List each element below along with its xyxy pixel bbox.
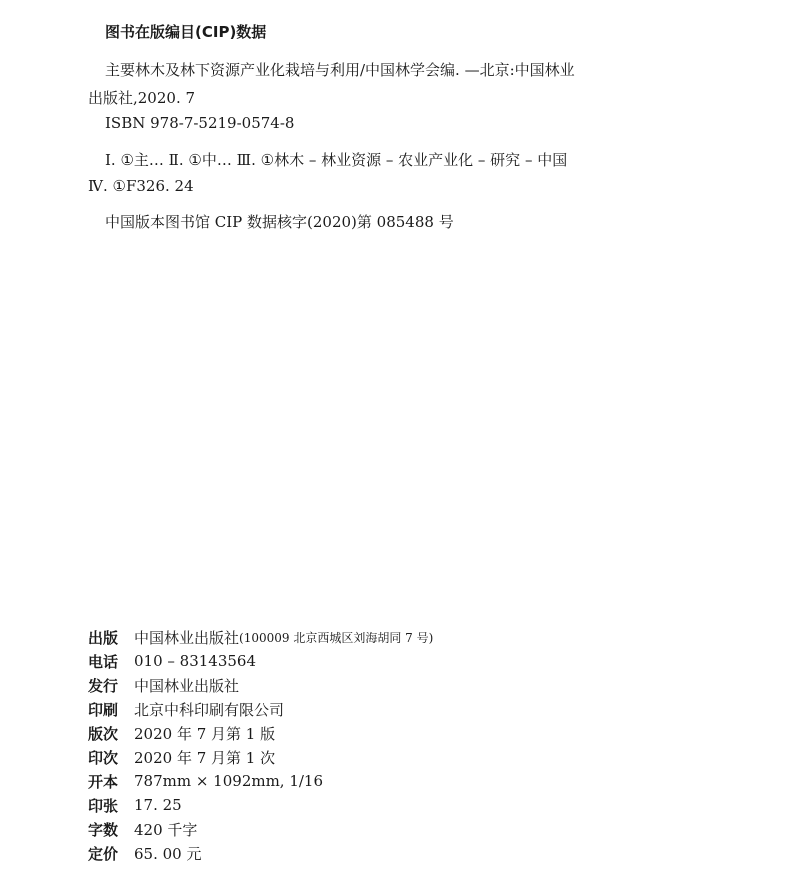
cip-title: 图书在版编目(CIP)数据 xyxy=(105,23,267,41)
colophon-label-word-count: 字数 xyxy=(88,820,119,839)
colophon-value-printer: 北京中科印刷有限公司 xyxy=(134,700,285,719)
cip-classification-line-1: Ⅰ. ①主… Ⅱ. ①中… Ⅲ. ①林木 – 林业资源 – 农业产业化 – 研究 – 中国 xyxy=(105,151,568,169)
colophon-label-printing: 印次 xyxy=(88,748,119,767)
colophon-label-price: 定价 xyxy=(88,844,119,863)
colophon-row-price xyxy=(88,841,688,865)
colophon-value-price: 65. 00 元 xyxy=(134,844,202,863)
colophon-value-publisher-address: (100009 北京西城区刘海胡同 7 号) xyxy=(239,630,434,645)
colophon-label-publisher: 出版 xyxy=(88,628,119,647)
cip-data-block xyxy=(0,0,801,240)
colophon-label-printer: 印刷 xyxy=(88,700,119,719)
colophon-value-edition: 2020 年 7 月第 1 版 xyxy=(134,724,276,743)
colophon-row-publisher xyxy=(88,625,688,649)
colophon-label-distributor: 发行 xyxy=(88,676,119,695)
colophon-row-printing xyxy=(88,745,688,769)
colophon-value-format: 787mm × 1092mm, 1/16 xyxy=(134,772,324,790)
cip-isbn: ISBN 978-7-5219-0574-8 xyxy=(105,114,295,132)
colophon-row-printer xyxy=(88,697,688,721)
colophon xyxy=(88,625,688,865)
colophon-value-distributor: 中国林业出版社 xyxy=(134,676,240,695)
colophon-row-format xyxy=(88,769,688,793)
colophon-value-printing: 2020 年 7 月第 1 次 xyxy=(134,748,276,767)
colophon-label-sheets: 印张 xyxy=(88,796,119,815)
colophon-value-publisher-name: 中国林业出版社 xyxy=(134,628,240,647)
colophon-row-distributor xyxy=(88,673,688,697)
cip-entry-line-1: 主要林木及林下资源产业化栽培与利用/中国林学会编. —北京:中国林业 xyxy=(105,61,575,79)
colophon-value-phone: 010 – 83143564 xyxy=(134,652,257,670)
colophon-value-sheets: 17. 25 xyxy=(134,796,182,814)
colophon-label-phone: 电话 xyxy=(88,652,119,671)
colophon-row-word-count xyxy=(88,817,688,841)
cip-library-record: 中国版本图书馆 CIP 数据核字(2020)第 085488 号 xyxy=(105,213,454,231)
colophon-value-word-count: 420 千字 xyxy=(134,820,198,839)
colophon-label-format: 开本 xyxy=(88,772,119,791)
colophon-row-phone xyxy=(88,649,688,673)
colophon-row-sheets xyxy=(88,793,688,817)
cip-classification-line-2: Ⅳ. ①F326. 24 xyxy=(88,177,194,195)
cip-entry-line-2: 出版社,2020. 7 xyxy=(88,89,196,107)
colophon-row-edition xyxy=(88,721,688,745)
colophon-label-edition: 版次 xyxy=(88,724,119,743)
